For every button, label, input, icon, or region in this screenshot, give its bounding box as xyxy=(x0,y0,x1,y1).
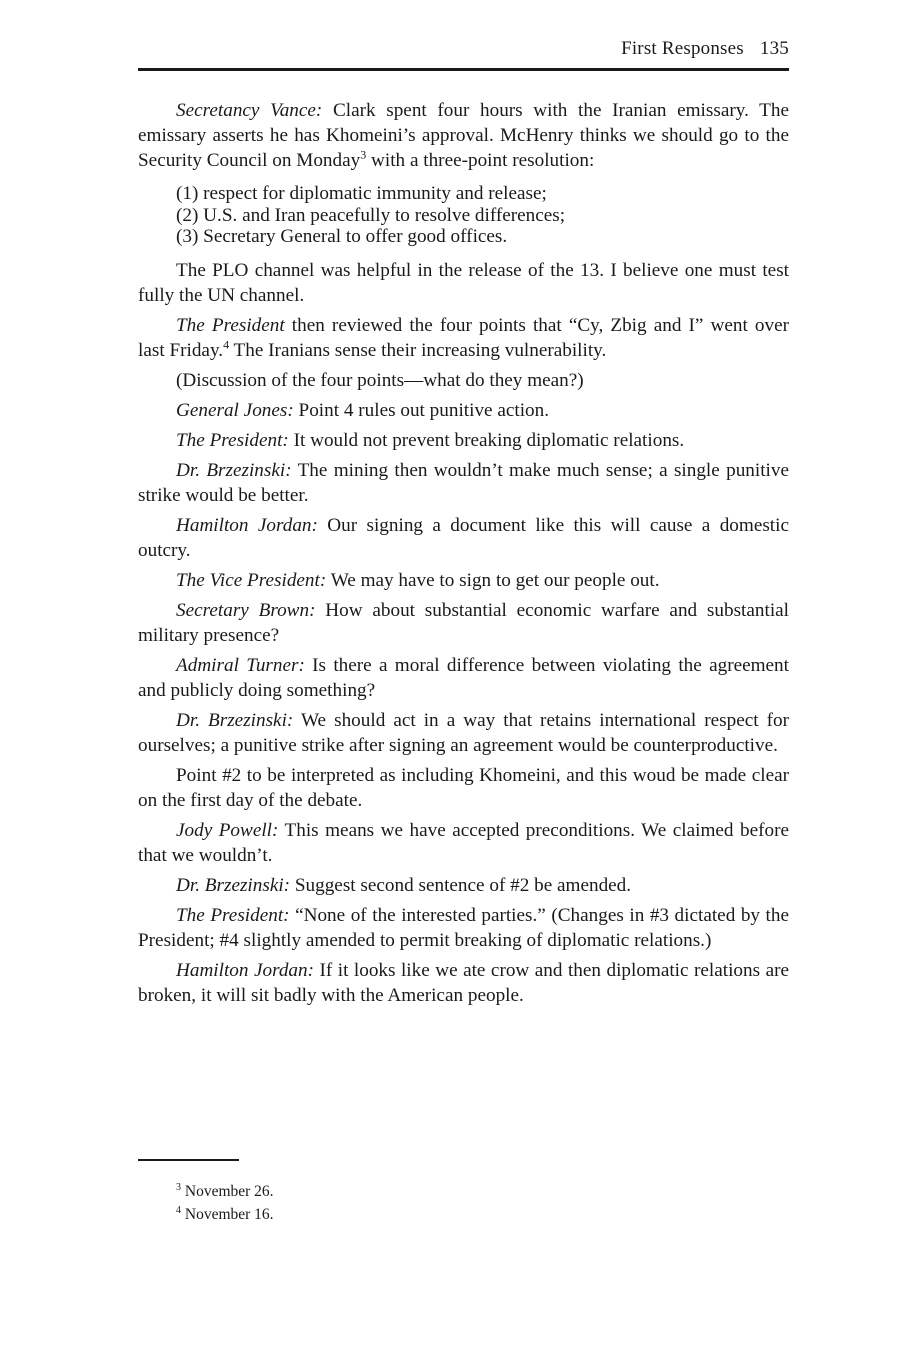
footnote-rule xyxy=(138,1159,239,1161)
paragraph xyxy=(138,873,789,898)
paragraph-text: Suggest second sentence of #2 be amended. xyxy=(290,874,632,896)
paragraph-text: Point #2 to be interpreted as including Khomeini, and this woud be made clear on the first day of the debate. xyxy=(138,764,789,811)
speaker: Hamilton Jordan: xyxy=(176,959,315,981)
footnote-mark: 4 xyxy=(176,1204,181,1216)
paragraph xyxy=(138,428,789,453)
paragraph xyxy=(138,818,789,868)
paragraph xyxy=(138,903,789,953)
paragraph xyxy=(138,653,789,703)
paragraph xyxy=(138,398,789,423)
paragraph-text: How about substantial economic warfare and substantial military presence? xyxy=(138,599,790,646)
paragraph xyxy=(138,708,789,758)
body-text xyxy=(138,98,789,1013)
speaker: The President: xyxy=(176,429,289,451)
footnote xyxy=(176,1180,776,1203)
paragraph-text: with a three-point resolution: xyxy=(366,150,595,171)
list-item: (2) U.S. and Iran peacefully to resolve differences; xyxy=(176,204,566,226)
speaker: The Vice President: xyxy=(176,569,327,591)
paragraph-text: This means we have accepted preconditions. We claimed before that we wouldn’t. xyxy=(138,819,789,866)
speaker: Dr. Brzezinski: xyxy=(176,459,292,481)
paragraph-text: “None of the interested parties.” (Changes in #3 dictated by the President; #4 slightly amended to permit breaking of diplomatic relations.) xyxy=(138,904,790,951)
paragraph xyxy=(138,98,789,173)
paragraph-text: It would not prevent breaking diplomatic relations. xyxy=(288,429,685,451)
paragraph xyxy=(138,568,789,593)
speaker: Dr. Brzezinski: xyxy=(176,709,294,731)
list-item: (3) Secretary General to offer good offices. xyxy=(176,226,508,247)
footnote-ref: 3 xyxy=(360,147,367,162)
paragraph-text: (Discussion of the four points—what do they mean?) xyxy=(176,369,584,391)
page-number: 135 xyxy=(759,38,789,59)
header-rule xyxy=(138,68,789,71)
paragraph-text: The PLO channel was helpful in the release of the 13. I believe one must test fully the UN channel. xyxy=(138,259,789,306)
speaker: The President xyxy=(176,314,285,336)
paragraph xyxy=(138,258,789,308)
paragraph-text: then reviewed the four points that “Cy, Zbig and I” went over last Friday. xyxy=(138,314,789,361)
paragraph xyxy=(138,313,789,363)
speaker: The President: xyxy=(176,904,290,926)
paragraph xyxy=(138,598,789,648)
footnote-mark: 3 xyxy=(176,1181,181,1193)
footnote-ref: 4 xyxy=(223,337,230,352)
paragraph-text: We may have to sign to get our people out. xyxy=(326,569,660,591)
resolution-list xyxy=(176,183,789,248)
paragraph-text: Point 4 rules out punitive action. xyxy=(293,399,550,421)
paragraph-text: The mining then wouldn’t make much sense; a single punitive strike would be better. xyxy=(138,459,789,506)
speaker: Secretancy Vance: xyxy=(176,100,323,121)
speaker: Jody Powell: xyxy=(176,819,279,841)
footnotes xyxy=(176,1180,776,1226)
paragraph-text: Our signing a document like this will cause a domestic outcry. xyxy=(138,514,789,561)
speaker: General Jones: xyxy=(176,399,294,421)
speaker: Hamilton Jordan: xyxy=(176,514,318,536)
paragraph xyxy=(138,368,789,393)
list-item: (1) respect for diplomatic immunity and release; xyxy=(176,183,547,204)
paragraph-text: Clark spent four hours with the Iranian emissary. The emissary asserts he has Khomeini’s approval. McHenry thinks we should go to the Security Council on Monday xyxy=(138,100,790,171)
paragraph-text: We should act in a way that retains international respect for ourselves; a punitive strike after signing an agreement would be counterproductive. xyxy=(138,709,789,756)
speaker: Secretary Brown: xyxy=(176,599,316,621)
speaker: Dr. Brzezinski: xyxy=(176,874,291,896)
running-title: First Responses xyxy=(621,38,744,59)
paragraph-text: If it looks like we ate crow and then diplomatic relations are broken, it will sit badly with the American people. xyxy=(138,959,789,1006)
paragraph xyxy=(138,763,789,813)
running-header xyxy=(138,36,789,62)
paragraph xyxy=(138,958,789,1008)
paragraph-text: Is there a moral difference between violating the agreement and publicly doing something? xyxy=(138,654,789,701)
footnote xyxy=(176,1203,776,1226)
footnote-text: November 26. xyxy=(184,1183,274,1200)
paragraph xyxy=(138,513,789,563)
footnote-text: November 16. xyxy=(184,1206,274,1223)
speaker: Admiral Turner: xyxy=(176,654,305,676)
paragraph xyxy=(138,458,789,508)
paragraph-text: The Iranians sense their increasing vulnerability. xyxy=(229,339,607,361)
